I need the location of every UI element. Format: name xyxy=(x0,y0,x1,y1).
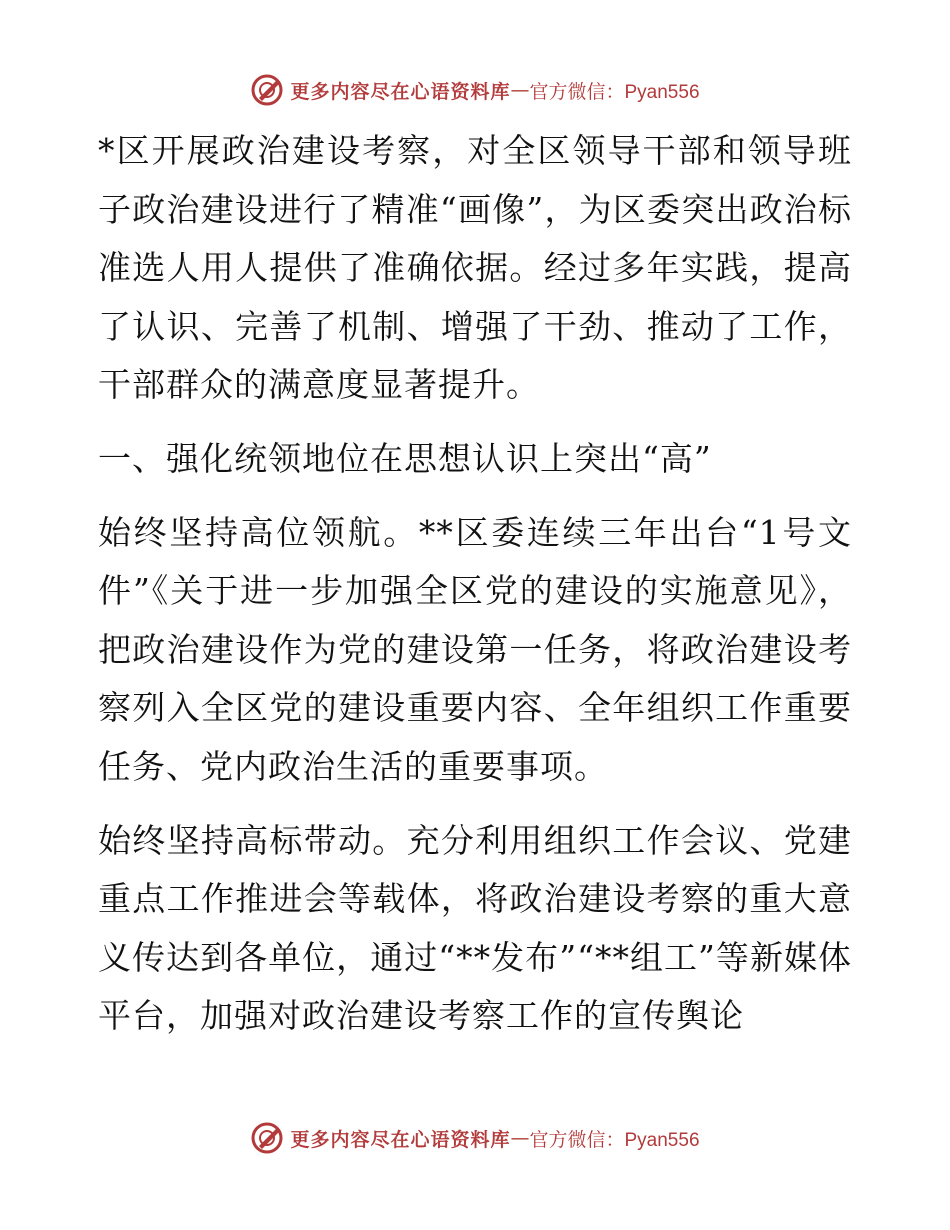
paragraph-intro: *区开展政治建设考察，对全区领导干部和领导班子政治建设进行了精准“画像”，为区委突出政治标准选人用人提供了准确依据。经过多年实践，提高了认识、完善了机制、增强了干劲、推动了工作，干部群众的满意度显著提升。 xyxy=(98,131,852,405)
watermark-text: 更多内容尽在心语资料库 xyxy=(290,1128,511,1151)
paragraph-high-standard: 始终坚持高标带动。充分利用组织工作会议、党建重点工作推进会等载体，将政治建设考察的重大意义传达到各单位，通过“**发布”“**组工”等新媒体平台，加强对政治建设考察工作的宣传舆论 xyxy=(98,820,852,1036)
brand-logo-icon xyxy=(250,73,284,107)
paragraph-high-position: 始终坚持高位领航。**区委连续三年出台“1号文件”《关于进一步加强全区党的建设的实施意见》，把政治建设作为党的建设第一任务，将政治建设考察列入全区党的建设重要内容、全年组织工作重要任务、党内政治生活的重要事项。 xyxy=(98,512,852,786)
document-body xyxy=(98,122,852,1046)
watermark-contact: 官方微信：Pyan556 xyxy=(529,1129,700,1151)
watermark-separator: — xyxy=(510,1127,530,1149)
header-watermark xyxy=(0,70,950,110)
watermark-separator: — xyxy=(510,79,530,101)
brand-logo-icon xyxy=(250,1121,284,1155)
footer-watermark xyxy=(0,1118,950,1158)
watermark-text: 更多内容尽在心语资料库 xyxy=(290,80,511,103)
section-heading: 一、强化统领地位在思想认识上突出“高” xyxy=(98,438,712,478)
watermark-contact: 官方微信：Pyan556 xyxy=(529,81,700,103)
